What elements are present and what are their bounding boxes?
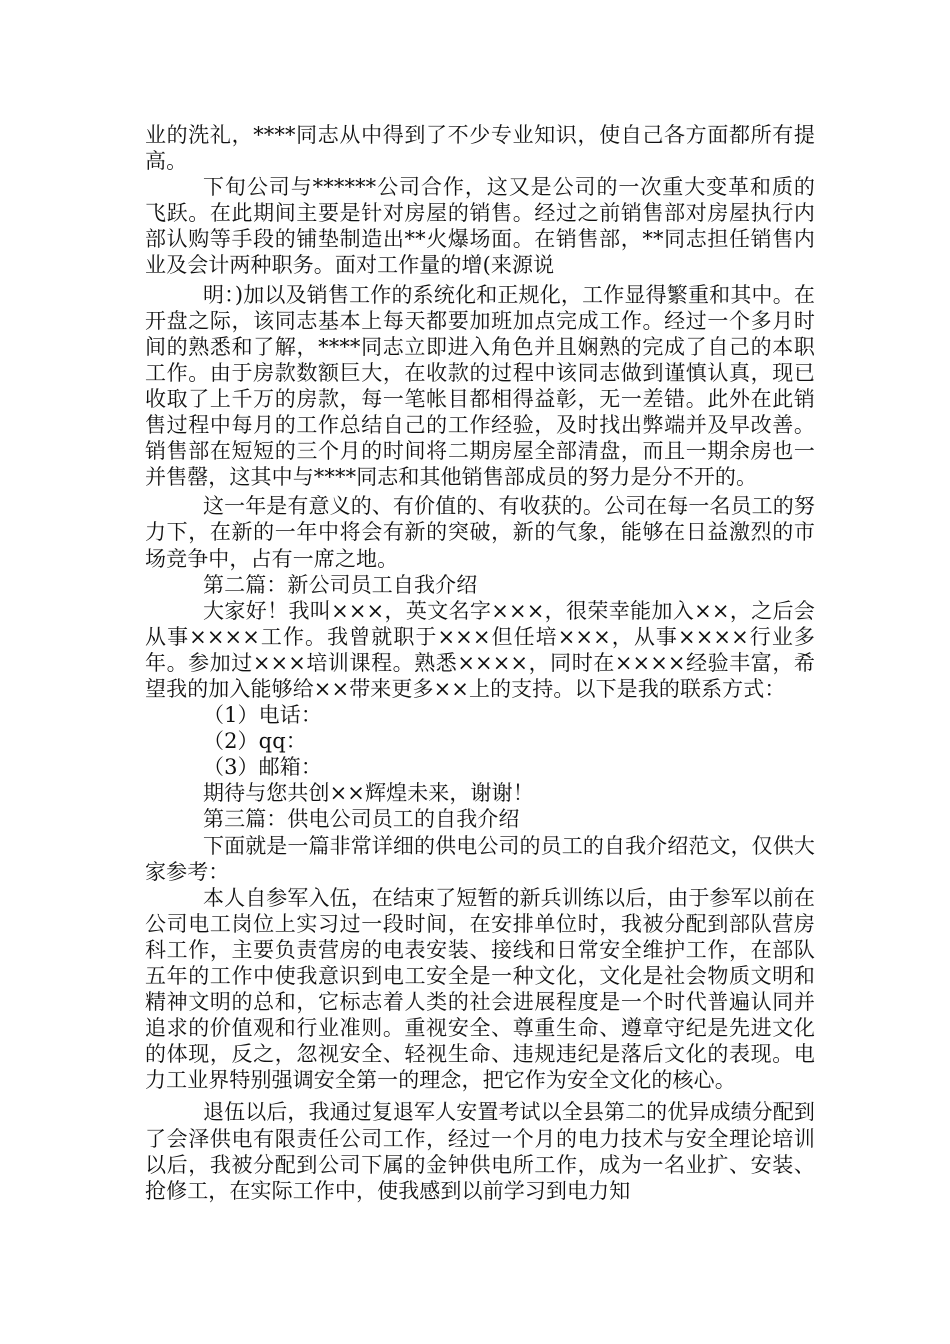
- contact-email: （3）邮箱：: [203, 755, 322, 780]
- paragraph-8: 本人自参军入伍，在结束了短暂的新兵训练以后，由于参军以前在公司电工岗位上实习过一段时间，在安排单位时，我被分配到部队营房科工作，主要负责营房的电表安装、接线和日常安全维护工作，在部队五年的工作中使我意识到电工安全是一种文化，文化是社会物质文明和精神文明的总和，它标志着人类的社会进展程度是一个时代普遍认同并追求的价值观和行业准则。重视安全、尊重生命、遵章守纪是先进文化的体现，反之，忽视安全、轻视生命、违规违纪是落后文化的表现。电力工业界特别强调安全第一的理念，把它作为安全文化的核心。: [145, 885, 815, 1093]
- paragraph-2: 下旬公司与******公司合作，这又是公司的一次重大变革和质的飞跃。在此期间主要是针对房屋的销售。经过之前销售部对房屋执行内部认购等手段的铺垫制造出**火爆场面。在销售部，**同志担任销售内业及会计两种职务。面对工作量的增(来源说: [145, 175, 815, 278]
- document-body: [145, 122, 815, 1204]
- paragraph-7: 下面就是一篇非常详细的供电公司的员工的自我介绍范文，仅供大家参考：: [145, 833, 815, 884]
- paragraph-4: 这一年是有意义的、有价值的、有收获的。公司在每一名员工的努力下，在新的一年中将会有新的突破，新的气象，能够在日益激烈的市场竞争中，占有一席之地。: [145, 494, 815, 571]
- paragraph-9: 退伍以后，我通过复退军人安置考试以全县第二的优异成绩分配到了会泽供电有限责任公司工作，经过一个月的电力技术与安全理论培训以后，我被分配到公司下属的金钟供电所工作，成为一名业扩、安装、抢修工，在实际工作中，使我感到以前学习到电力知: [145, 1100, 815, 1203]
- section-heading-3: 第三篇：供电公司员工的自我介绍: [203, 807, 520, 832]
- paragraph-5: 大家好！我叫×××，英文名字×××，很荣幸能加入××，之后会从事××××工作。我曾就职于×××但任培×××，从事××××行业多年。参加过×××培训课程。熟悉××××，同时在××××经验丰富，希望我的加入能够给××带来更多××上的支持。以下是我的联系方式：: [145, 598, 815, 701]
- paragraph-1: 业的洗礼，****同志从中得到了不少专业知识，使自己各方面都所有提高。: [145, 123, 815, 174]
- contact-qq: （2）qq：: [203, 729, 307, 754]
- paragraph-3: 明：)加以及销售工作的系统化和正规化，工作显得繁重和其中。在开盘之际，该同志基本上每天都要加班加点完成工作。经过一个多月时间的熟悉和了解，****同志立即进入角色并且娴熟的完成了自己的本职工作。由于房款数额巨大，在收款的过程中该同志做到谨慎认真，现已收取了上千万的房款，每一笔帐目都相得益彰，无一差错。此外在此销售过程中每月的工作总结自己的工作经验，及时找出弊端并及早改善。销售部在短短的三个月的时间将二期房屋全部清盘，而且一期余房也一并售罄，这其中与****同志和其他销售部成员的努力是分不开的。: [145, 282, 815, 490]
- section-heading-2: 第二篇：新公司员工自我介绍: [203, 572, 478, 597]
- contact-phone: （1）电话：: [203, 703, 322, 728]
- paragraph-6: 期待与您共创××辉煌未来，谢谢！: [203, 781, 534, 806]
